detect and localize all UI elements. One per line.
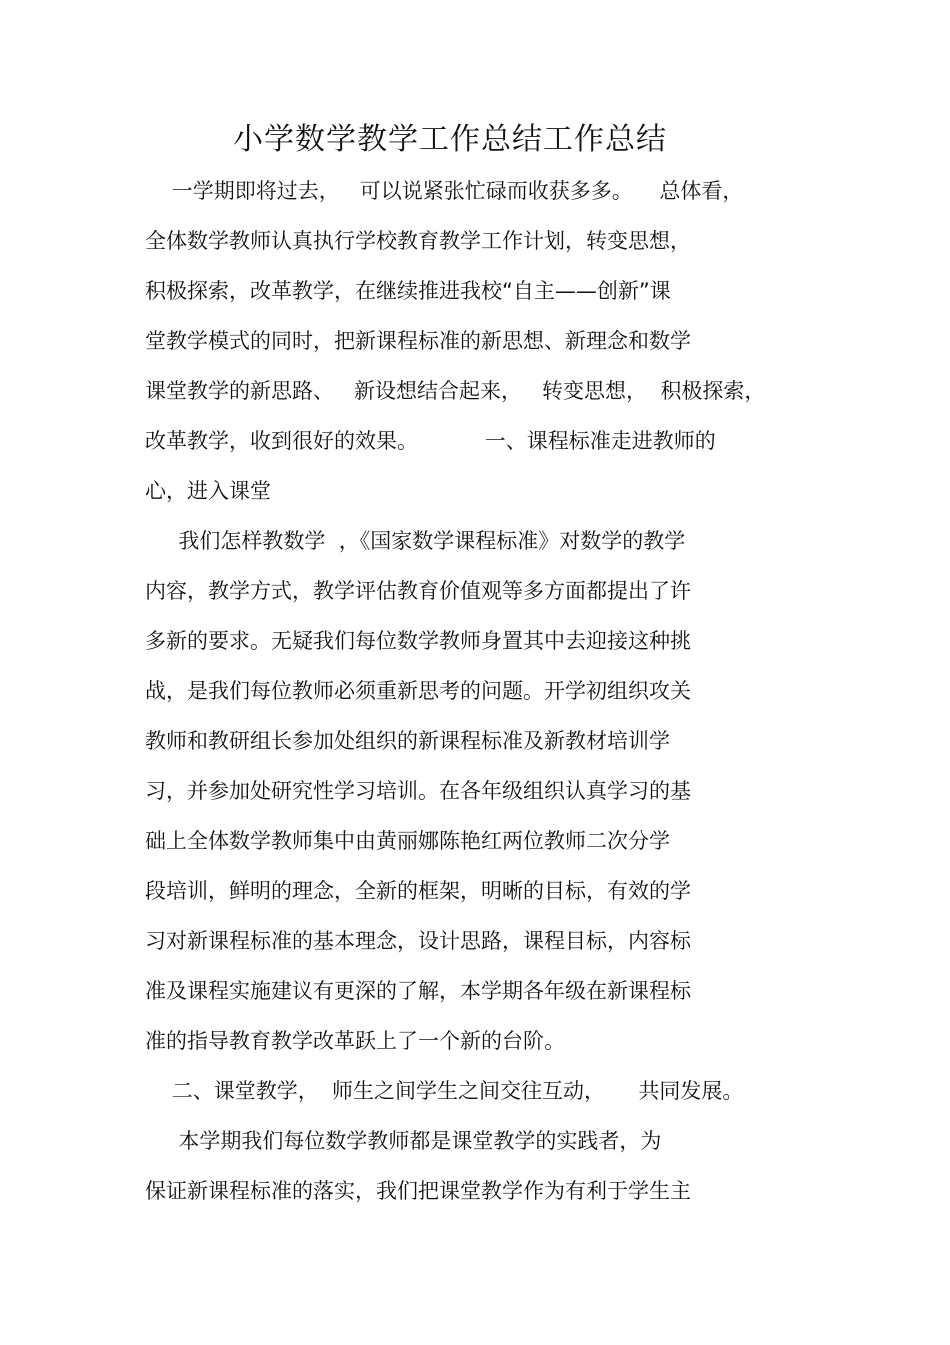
text-line-11: 战，是我们每位教师必须重新思考的问题。开学初组织攻关 xyxy=(145,679,691,703)
text-line-6: 改革教学，收到很好的效果。 一、课程标准走进教师的 xyxy=(145,429,716,453)
text-line-3: 积极探索，改革教学，在继续推进我校“自主——创新”课 xyxy=(145,279,671,303)
text-line-16: 习对新课程标准的基本理念，设计思路，课程目标，内容标 xyxy=(145,929,691,953)
text-line-20: 本学期我们每位数学教师都是课堂教学的实践者，为 xyxy=(145,1129,662,1153)
text-line-12: 教师和教研组长参加处组织的新课程标准及新教材培训学 xyxy=(145,729,670,753)
text-line-5: 课堂教学的新思路、 新设想结合起来， 转变思想， 积极探索， xyxy=(145,379,766,403)
text-line-19: 二、课堂教学， 师生之间学生之间交往互动， 共同发展。 xyxy=(145,1079,744,1103)
text-line-14: 础上全体数学教师集中由黄丽娜陈艳红两位教师二次分学 xyxy=(145,829,670,853)
text-line-1: 一学期即将过去， 可以说紧张忙碌而收获多多。 总体看， xyxy=(145,179,744,203)
text-line-2: 全体数学教师认真执行学校教育教学工作计划，转变思想， xyxy=(145,229,691,253)
text-line-17: 准及课程实施建议有更深的了解，本学期各年级在新课程标 xyxy=(145,979,691,1003)
text-line-8: 我们怎样教数学 ，《国家数学课程标准》对数学的教学 xyxy=(145,529,686,553)
text-line-9: 内容，教学方式，教学评估教育价值观等多方面都提出了许 xyxy=(145,579,691,603)
text-line-7: 心，进入课堂 xyxy=(145,479,271,503)
text-line-18: 准的指导教育教学改革跃上了一个新的台阶。 xyxy=(145,1029,565,1053)
text-line-15: 段培训，鲜明的理念，全新的框架，明晰的目标，有效的学 xyxy=(145,879,691,903)
text-line-21: 保证新课程标准的落实，我们把课堂教学作为有利于学生主 xyxy=(145,1179,691,1203)
document-title: 小学数学教学工作总结工作总结 xyxy=(233,122,667,157)
text-line-10: 多新的要求。无疑我们每位数学教师身置其中去迎接这种挑 xyxy=(145,629,691,653)
text-line-13: 习，并参加处研究性学习培训。在各年级组织认真学习的基 xyxy=(145,779,691,803)
text-line-4: 堂教学模式的同时，把新课程标准的新思想、新理念和数学 xyxy=(145,329,691,353)
